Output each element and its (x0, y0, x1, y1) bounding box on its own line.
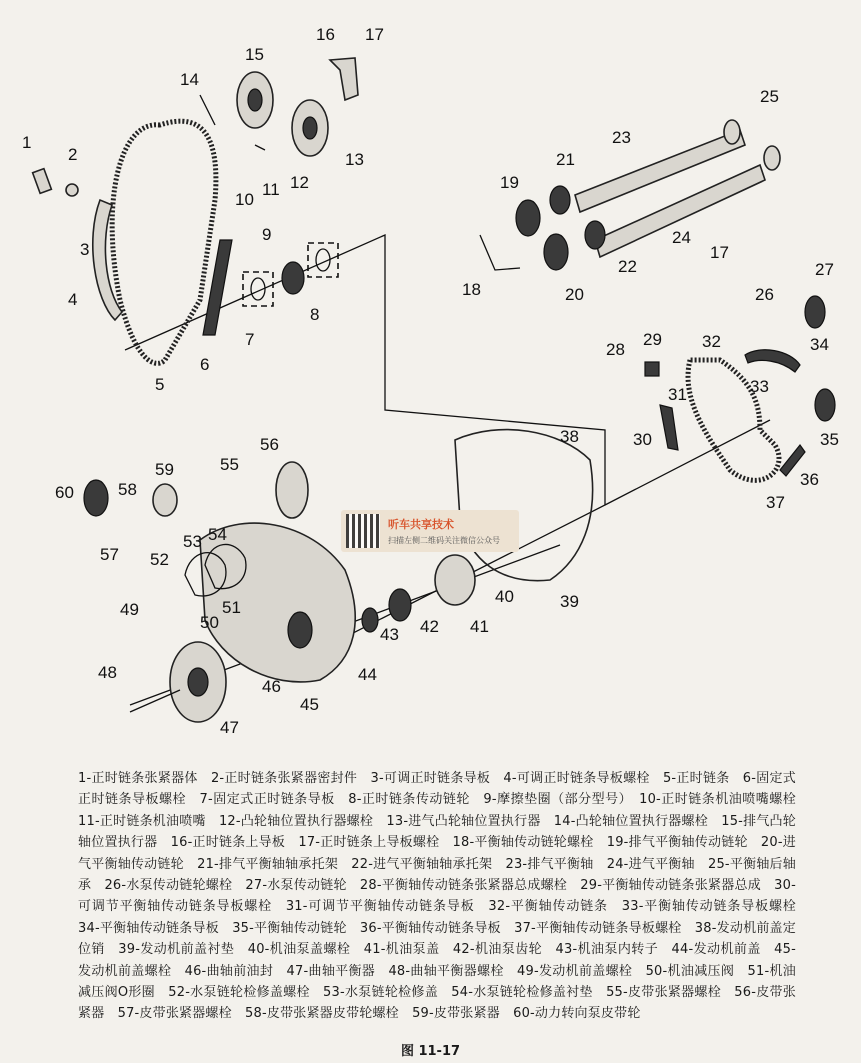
label-57: 57 (100, 545, 119, 564)
label-11: 11 (262, 180, 280, 199)
label-31: 31 (668, 385, 687, 404)
label-23: 23 (612, 128, 631, 147)
qr-code-icon (346, 514, 380, 548)
carrier-21 (550, 186, 570, 214)
label-5: 5 (155, 375, 165, 394)
figure-caption: 图 11-17 (400, 1044, 461, 1059)
water-pump-sprocket (805, 296, 825, 328)
label-25: 25 (760, 87, 779, 106)
bolt-14 (200, 95, 215, 125)
bolt-12 (255, 145, 265, 150)
belt-tensioner-56 (276, 462, 308, 518)
chain-guide-7 (203, 240, 232, 335)
washer-box-b (308, 243, 338, 277)
leader-18 (480, 235, 520, 270)
sprocket-20 (544, 234, 568, 270)
balance-sprocket-35 (815, 389, 835, 421)
pump-cover (435, 555, 475, 605)
label-29: 29 (643, 330, 662, 349)
label-32: 32 (702, 332, 721, 351)
drive-sprocket (282, 262, 304, 294)
label-39: 39 (560, 592, 579, 611)
label-27: 27 (815, 260, 834, 279)
label-40: 40 (495, 587, 514, 606)
timing-chain (112, 121, 216, 363)
intake-actuator-hub (303, 117, 317, 139)
label-38: 38 (560, 427, 579, 446)
watermark-subtitle: 扫描左侧二维码关注微信公众号 (388, 536, 500, 545)
crank-seal (288, 612, 312, 648)
label-17: 17 (365, 25, 384, 44)
sprocket-19 (516, 200, 540, 236)
tensioner-body (33, 169, 52, 194)
label-12: 12 (290, 173, 309, 192)
balancer-hub (188, 668, 208, 696)
label-34: 34 (810, 335, 829, 354)
label-60: 60 (55, 483, 74, 502)
label-9: 9 (262, 225, 272, 244)
belt-tensioner-59 (153, 484, 177, 516)
lower-axis-line (605, 420, 770, 505)
label-42: 42 (420, 617, 439, 636)
label-51: 51 (222, 598, 241, 617)
upper-guide (330, 58, 358, 100)
chain-guide-3 (93, 200, 122, 320)
label-45: 45 (300, 695, 319, 714)
washer-box-a (243, 272, 273, 306)
label-35: 35 (820, 430, 839, 449)
label-14: 14 (180, 70, 199, 89)
watermark-banner (341, 510, 519, 552)
exhaust-actuator-hub (248, 89, 262, 111)
label-47: 47 (220, 718, 239, 737)
watermark-title: 听车共享技术 (388, 518, 454, 531)
label-36: 36 (800, 470, 819, 489)
label-4: 4 (68, 290, 78, 309)
label-26: 26 (755, 285, 774, 304)
label-13: 13 (345, 150, 364, 169)
label-21: 21 (556, 150, 575, 169)
label-49: 49 (120, 600, 139, 619)
label-37: 37 (766, 493, 785, 512)
ps-pulley (84, 480, 108, 516)
guide-34 (745, 350, 800, 372)
label-18: 18 (462, 280, 481, 299)
label-19: 19 (500, 173, 519, 192)
label-2: 2 (68, 145, 78, 164)
label-54: 54 (208, 525, 227, 544)
seal (66, 184, 78, 196)
parts-legend: 1-正时链条张紧器体 2-正时链条张紧器密封件 3-可调正时链条导板 4-可调正时链条导板螺栓 5-正时链条 6-固定式正时链条导板螺栓 7-固定式正时链条导板 8-正时链条传动链轮 9-摩擦垫圈（部分型号） 10-正时链条机油喷嘴螺栓 11-正时链条机油喷嘴 12-凸轮轴位置执行器螺栓 13-进气凸轮轴位置执行器 14-凸轮轴位置执行器螺栓 15-排气凸轮轴位置执行器 16-正时链条上导板 17-正时链条上导板螺栓 18-平衡轴传动链轮螺栓 19-排气平衡轴传动链轮 20-进气平衡轴传动链轮 21-排气平衡轴轴承托架 22-进气平衡轴轴承托架 23-排气平衡轴 24-进气平衡轴 25-平衡轴后轴承 26-水泵传动链轮螺栓 27-水泵传动链轮 28-平衡轴传动链条张紧器总成螺栓 29-平衡轴传动链条张紧器总成 30-可调节平衡轴传动链条导板螺栓 31-可调节平衡轴传动链条导板 32-平衡轴传动链条 33-平衡轴传动链条导板螺栓 34-平衡轴传动链条导板 35-平衡轴传动链轮 36-平衡轴传动链条导板 37-平衡轴传动链条导板螺栓 38-发动机前盖定位销 39-发动机前盖衬垫 40-机油泵盖螺栓 41-机油泵盖 42-机油泵齿轮 43-机油泵内转子 44-发动机前盖 45-发动机前盖螺栓 46-曲轴前油封 47-曲轴平衡器 48-曲轴平衡器螺栓 49-发动机前盖螺栓 50-机油减压阀 51-机油减压阀O形圈 52-水泵链轮检修盖螺栓 53-水泵链轮检修盖 54-水泵链轮检修盖衬垫 55-皮带张紧器螺栓 56-皮带张紧器 57-皮带张紧器螺栓 58-皮带张紧器皮带轮螺栓 59-皮带张紧器 60-动力转向泵皮带轮 (78, 771, 810, 1022)
bearing-25a (724, 120, 740, 144)
label-53: 53 (183, 532, 202, 551)
label-58: 58 (118, 480, 137, 499)
label-1: 1 (22, 133, 32, 152)
label-55: 55 (220, 455, 239, 474)
label-3: 3 (80, 240, 90, 259)
tensioner-29 (645, 362, 659, 376)
label-50: 50 (200, 613, 219, 632)
adjust-guide-31 (660, 405, 678, 450)
label-30: 30 (633, 430, 652, 449)
label-10: 10 (235, 190, 254, 209)
label-17b: 17 (710, 243, 729, 262)
label-52: 52 (150, 550, 169, 569)
pump-gear (389, 589, 411, 621)
label-43: 43 (380, 625, 399, 644)
label-24: 24 (672, 228, 691, 247)
label-7: 7 (245, 330, 255, 349)
upper-axis-line (125, 235, 605, 660)
label-20: 20 (565, 285, 584, 304)
label-33: 33 (750, 377, 769, 396)
label-59: 59 (155, 460, 174, 479)
label-28: 28 (606, 340, 625, 359)
label-8: 8 (310, 305, 320, 324)
bearing-25b (764, 146, 780, 170)
label-48: 48 (98, 663, 117, 682)
label-44: 44 (358, 665, 377, 684)
label-56: 56 (260, 435, 279, 454)
label-46: 46 (262, 677, 281, 696)
label-15: 15 (245, 45, 264, 64)
label-6: 6 (200, 355, 210, 374)
pump-rotor (362, 608, 378, 632)
carrier-22 (585, 221, 605, 249)
label-16: 16 (316, 25, 335, 44)
label-41: 41 (470, 617, 489, 636)
label-22: 22 (618, 257, 637, 276)
